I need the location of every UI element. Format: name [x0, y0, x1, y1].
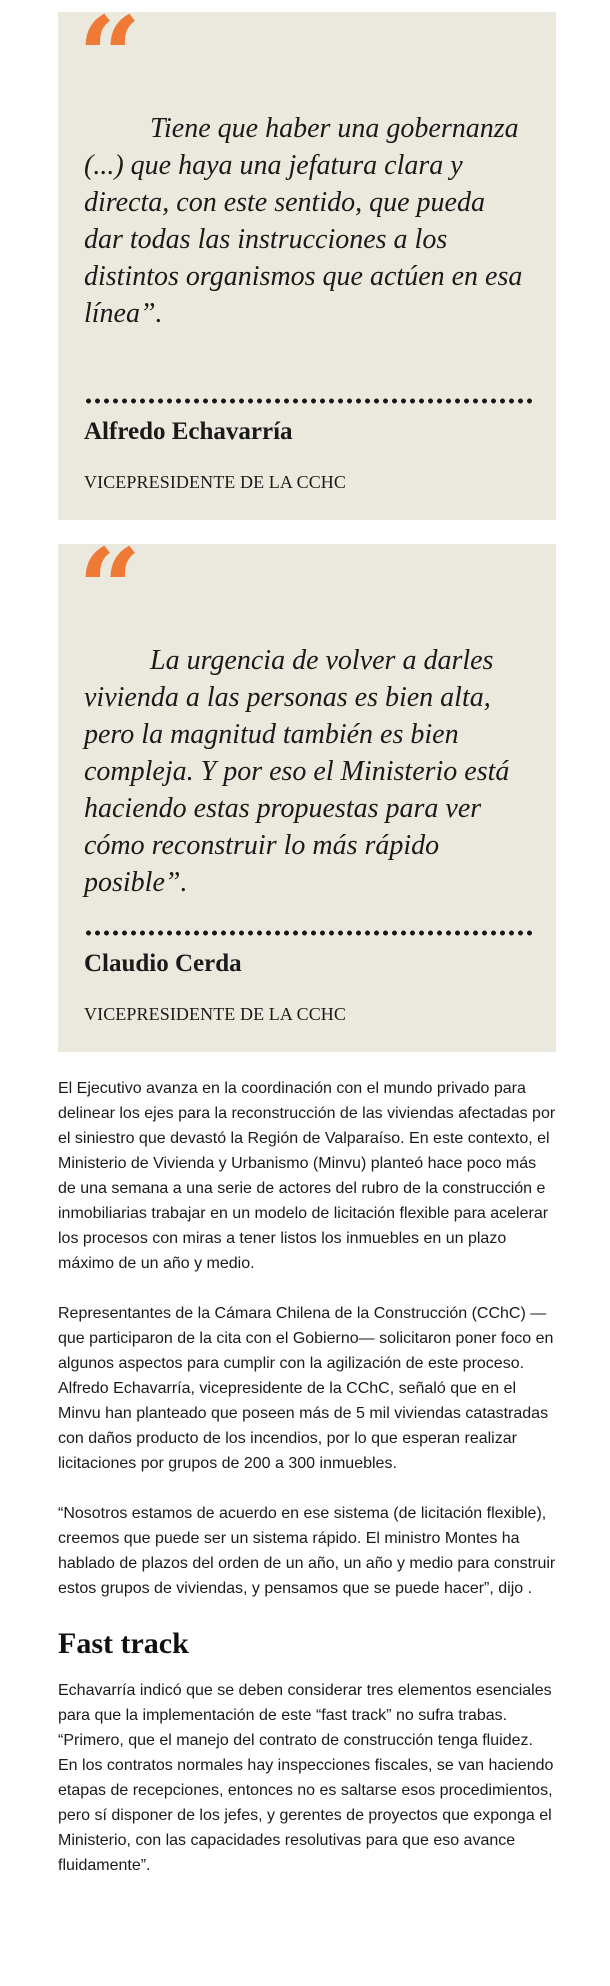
quote-mark-icon: “	[78, 0, 142, 121]
article-paragraph: El Ejecutivo avanza en la coordinación con el mundo privado para delinear los ejes para la reconstrucción de las viviendas afectadas por el siniestro que devastó la Región de Valparaíso. En este contexto, el Ministerio de Vivienda y Urbanismo (Minvu) planteó hace poco más de una semana a una serie de actores del rubro de la construcción e inmobiliarias trabajar en un modelo de licitación flexible para acelerar los procesos con miras a tener listos los inmuebles en un plazo máximo de un año y medio.	[58, 1080, 556, 1272]
article-body	[58, 1076, 556, 1878]
pull-quote-card	[58, 0, 556, 520]
quote-author-role: VICEPRESIDENTE DE LA CCHC	[84, 472, 347, 492]
dotted-divider	[84, 397, 532, 405]
quote-author: Alfredo Echavarría	[84, 418, 293, 445]
quote-text: Tiene que haber una gobernanza (...) que haya una jefatura clara y directa, con este sentido, que pueda dar todas las instrucciones a los distintos organismos que actúen en esa línea”.	[84, 113, 523, 329]
section-heading: Fast track	[58, 1627, 189, 1660]
dotted-divider	[84, 929, 532, 937]
article-paragraph: Echavarría indicó que se deben considerar tres elementos esenciales para que la implementación de este “fast track” no sufra trabas. “Primero, que el manejo del contrato de construcción tenga fluidez. En los contratos normales hay inspecciones fiscales, se van haciendo etapas de recepciones, entonces no es saltarse esos procedimientos, pero sí disponer de los jefes, y gerentes de proyectos que exponga el Ministerio, con las capacidades resolutivas para que eso avance fluidamente”.	[58, 1682, 554, 1874]
quote-mark-icon: “	[78, 524, 142, 653]
quote-text: La urgencia de volver a darles vivienda a las personas es bien alta, pero la magnitud también es bien compleja. Y por eso el Ministerio está haciendo estas propuestas para ver cómo reconstruir lo más rápido posible”.	[84, 645, 510, 898]
quote-author-role: VICEPRESIDENTE DE LA CCHC	[84, 1004, 347, 1024]
article-paragraph: “Nosotros estamos de acuerdo en ese sistema (de licitación flexible), creemos que puede ser un sistema rápido. El ministro Montes ha hablado de plazos del orden de un año, un año y medio para construir estos grupos de viviendas, y pensamos que se puede hacer”, dijo .	[58, 1505, 556, 1597]
article-paragraph: Representantes de la Cámara Chilena de la Construcción (CChC) —que participaron de la cita con el Gobierno— solicitaron poner foco en algunos aspectos para cumplir con la agilización de este proceso. Alfredo Echavarría, vicepresidente de la CChC, señaló que en el Minvu han planteado que poseen más de 5 mil viviendas catastradas con daños producto de los incendios, por lo que esperan realizar licitaciones por grupos de 200 a 300 inmuebles.	[58, 1305, 554, 1472]
quote-author: Claudio Cerda	[84, 950, 242, 977]
article-content	[58, 0, 556, 1903]
pull-quote-card	[58, 524, 556, 1052]
